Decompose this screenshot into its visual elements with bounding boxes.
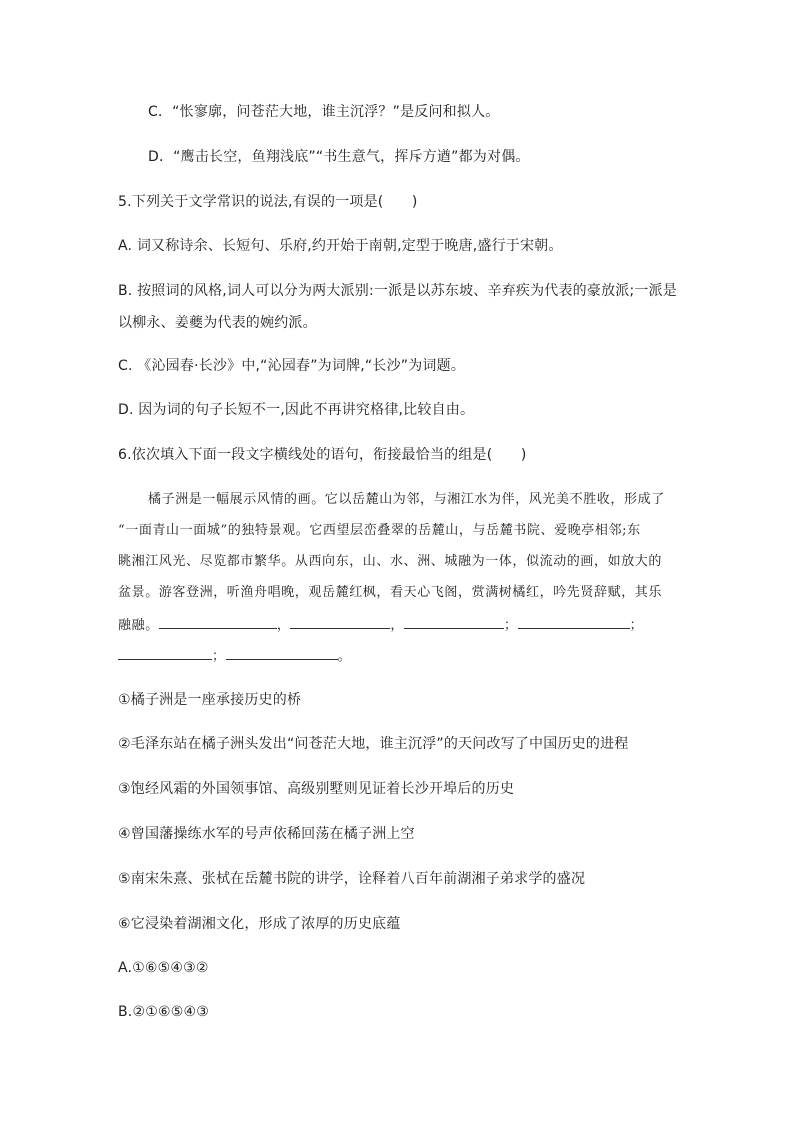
q6-passage-line5 [118, 614, 678, 636]
q6-option-b: B.②①⑥⑤④③ [118, 1004, 209, 1020]
q6-passage-line2: “一面青山一面城”的独特景观。它西望层峦叠翠的岳麓山，与岳麓书院、爱晚亭相邻;东 [118, 523, 641, 538]
q6-passage-line4: 盆景。游客登洲，听渔舟唱晚，观岳麓红枫，看天心飞阁，赏满树橘红，吟先贤辞赋，其乐 [118, 585, 663, 600]
separator: ； [504, 618, 518, 633]
separator: ； [629, 618, 644, 633]
q6-stem: 6.依次填入下面一段文字横线处的语句，衔接最恰当的组是( ) [118, 447, 527, 463]
answer-blank-6[interactable] [226, 645, 338, 660]
separator: ， [390, 618, 405, 633]
answer-blank-3[interactable] [404, 614, 504, 629]
separator: 。 [337, 649, 352, 664]
q6-item: ⑤南宋朱熹、张栻在岳麓书院的讲学，诠释着八百年前湖湘子弟求学的盛况 [118, 871, 586, 887]
q5-option-b-line2: 以柳永、姜夔为代表的婉约派。 [118, 315, 317, 331]
passage-line5-start: 融融。 [118, 618, 159, 633]
q6-item: ④曾国藩操练水军的号声依稀回荡在橘子洲上空 [118, 826, 415, 842]
q4-option-d: D．“鹰击长空，鱼翔浅底”“书生意气，挥斥方遒”都为对偶。 [148, 149, 530, 165]
q6-passage-line1: 橘子洲是一幅展示风情的画。它以岳麓山为邻，与湘江水为伴，风光美不胜收，形成了 [148, 492, 665, 507]
answer-blank-4[interactable] [518, 614, 630, 629]
answer-blank-2[interactable] [290, 614, 390, 629]
q6-option-a: A.①⑥⑤④③② [118, 960, 209, 976]
q5-stem: 5.下列关于文学常识的说法,有误的一项是( ) [118, 194, 418, 210]
q6-passage-line3: 眺湘江风光、尽览都市繁华。从西向东，山、水、洲、城融为一体，似流动的画，如放大的 [118, 554, 663, 569]
q5-option-b-line1: B. 按照词的风格,词人可以分为两大派别:一派是以苏东坡、辛弃疾为代表的豪放派;一派是 [118, 283, 677, 299]
answer-blank-5[interactable] [118, 645, 212, 660]
q5-option-d: D. 因为词的句子长短不一,因此不再讲究格律,比较自由。 [118, 402, 475, 418]
separator: ； [212, 649, 226, 664]
q5-option-c: C. 《沁园春·长沙》中,“沁园春”为词牌,“长沙”为词题。 [118, 358, 466, 374]
q6-item: ⑥它浸染着湖湘文化，形成了浓厚的历史底蕴 [118, 916, 401, 932]
q6-item: ③饱经风霜的外国领事馆、高级别墅则见证着长沙开埠后的历史 [118, 781, 515, 797]
separator: ， [276, 618, 291, 633]
q6-item: ②毛泽东站在橘子洲头发出“问苍茫大地，谁主沉浮”的天问改写了中国历史的进程 [118, 736, 629, 752]
q6-passage-line6 [118, 645, 678, 667]
q5-option-a: A. 词又称诗余、长短句、乐府,约开始于南朝,定型于晚唐,盛行于宋朝。 [118, 238, 563, 254]
q4-option-c: C．“怅寥廓，问苍茫大地，谁主沉浮？”是反问和拟人。 [148, 104, 500, 120]
q6-item: ①橘子洲是一座承接历史的桥 [118, 692, 302, 708]
answer-blank-1[interactable] [159, 614, 277, 629]
